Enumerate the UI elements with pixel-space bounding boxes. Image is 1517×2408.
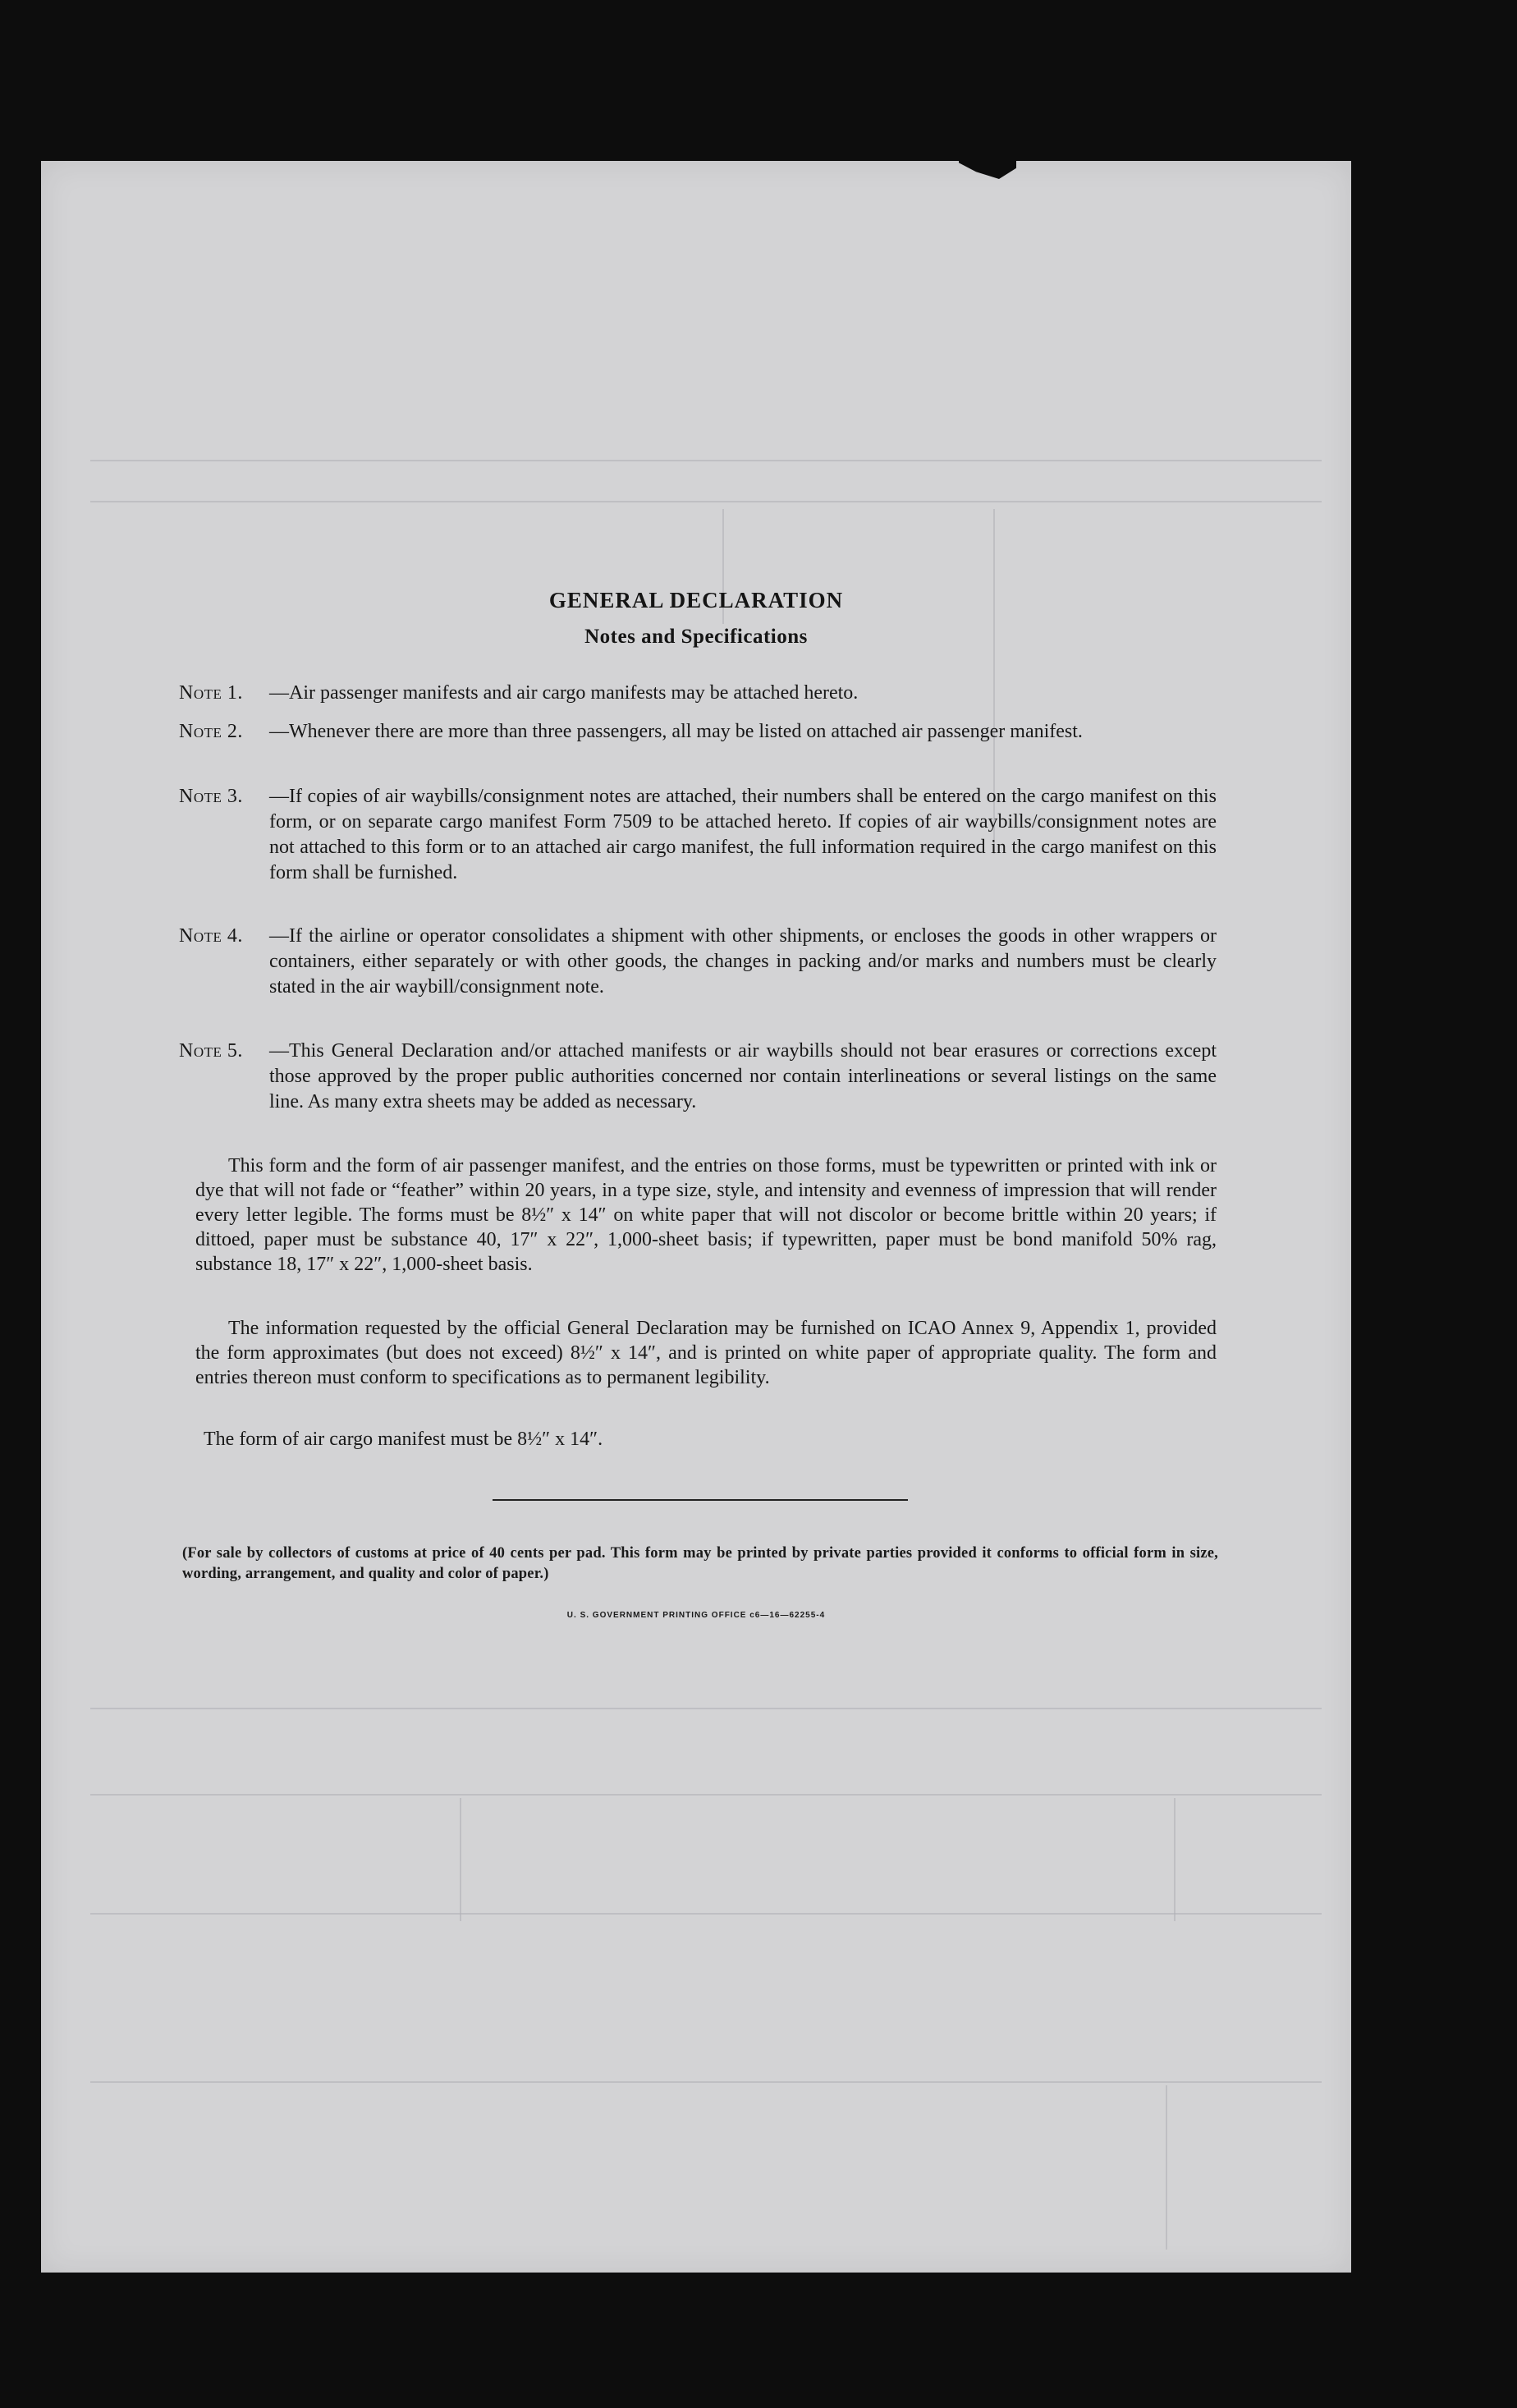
divider-rule (493, 1499, 908, 1501)
icao-paragraph: The information requested by the official General Declaration may be furnished on ICAO Annex 9, Appendix 1, provided the form approximates (but does not exceed) 8½″ x 14″, and is printed on white paper of appropriate quality. The form and entries thereon must conform to specifications as to permanent legibility. (195, 1318, 1217, 1388)
printing-office-imprint: U. S. GOVERNMENT PRINTING OFFICE c6—16—62255-4 (566, 1611, 826, 1620)
note-text: —If the airline or operator consolidates a shipment with other shipments, or encloses the goods in other wrappers or containers, either separately or with other goods, the changes in packing and/or marks and numbers must be clearly stated in the air waybill/consignment note. (269, 925, 1217, 998)
bleed-line (1174, 1798, 1176, 1921)
note-label: Note 1. (179, 682, 243, 704)
note-label: Note 5. (179, 1040, 243, 1062)
note-label: Note 4. (179, 925, 243, 947)
note-2 (179, 719, 1217, 745)
page-title: GENERAL DECLARATION (548, 588, 844, 612)
note-1 (179, 681, 1217, 706)
note-5 (179, 1039, 1217, 1115)
bleed-line (90, 2081, 1322, 2083)
bleed-line (90, 1794, 1322, 1796)
note-text: —This General Declaration and/or attached manifests or air waybills should not bear erasures or corrections except those approved by the proper public authorities concerned nor contain interlineations or several listings on the same line. As many extra sheets may be added as necessary. (269, 1040, 1217, 1112)
bleed-line (460, 1798, 461, 1921)
bleed-line (90, 1913, 1322, 1915)
note-label: Note 2. (179, 721, 243, 742)
bleed-line (90, 501, 1322, 502)
page-subtitle: Notes and Specifications (584, 626, 808, 648)
bleed-line (90, 1708, 1322, 1709)
bleed-line (1166, 2085, 1167, 2250)
note-label: Note 3. (179, 786, 243, 807)
form-specification-paragraph: This form and the form of air passenger manifest, and the entries on those forms, must be typewritten or printed with ink or dye that will not fade or “feather” within 20 years, in a type size, style, and intensity and evenness of impression that will render every letter legible. The forms must be 8½″ x 14″ on white paper that will not discolor or become brittle within 20 years; if dittoed, paper must be substance 40, 17″ x 22″, 1,000-sheet basis; if typewritten, paper must be bond manifold 50% rag, substance 18, 17″ x 22″, 1,000-sheet basis. (195, 1155, 1217, 1275)
note-text: —Whenever there are more than three passengers, all may be listed on attached air passenger manifest. (269, 721, 1083, 742)
cargo-manifest-size-paragraph: The form of air cargo manifest must be 8½″ x 14″. (204, 1429, 603, 1450)
note-text: —If copies of air waybills/consignment notes are attached, their numbers shall be entered on the cargo manifest on this form, or on separate cargo manifest Form 7509 to be attached hereto. If copies of air waybills/consignment notes are not attached to this form or to an attached air cargo manifest, the full information required in the cargo manifest on this form shall be furnished. (269, 786, 1217, 883)
sale-notice: (For sale by collectors of customs at price of 40 cents per pad. This form may be printed by private parties provided it conforms to official form in size, wording, arrangement, and quality and color of paper.) (182, 1545, 1218, 1582)
note-3 (179, 784, 1217, 886)
bleed-line (90, 460, 1322, 461)
note-text: —Air passenger manifests and air cargo manifests may be attached hereto. (269, 682, 859, 704)
note-4 (179, 924, 1217, 1000)
